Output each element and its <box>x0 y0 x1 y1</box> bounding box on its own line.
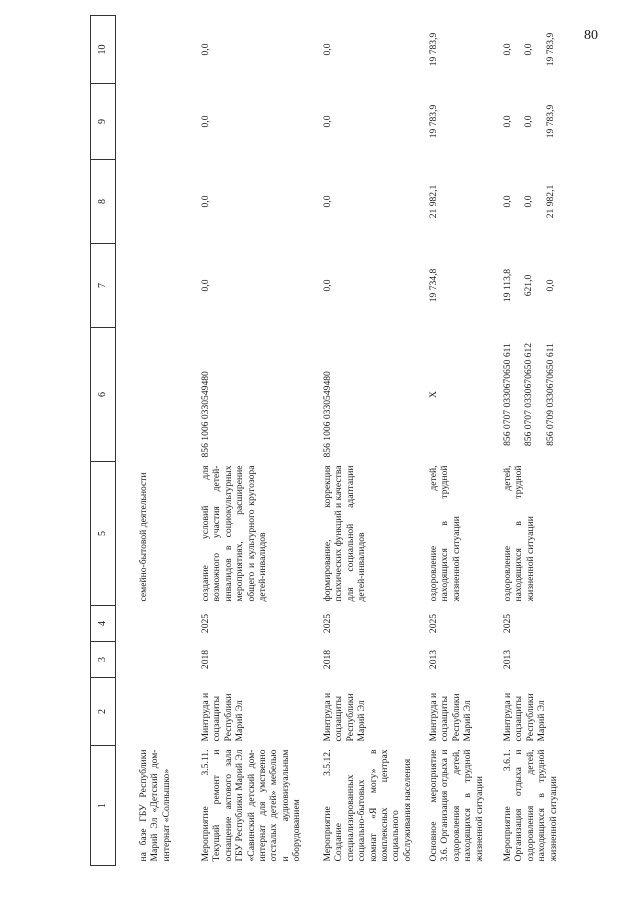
budget-code-line: 856 0707 0330670650 612 <box>523 342 535 447</box>
activity-name: Основное мероприятие 3.6. Организация отдыха и оздоровления детей, находящихся в трудной жизненной ситуации <box>428 749 485 862</box>
amount <box>498 160 608 244</box>
table-row <box>498 16 608 866</box>
amount: 0,0 <box>200 115 211 128</box>
amount <box>498 244 608 328</box>
start-year: 2018 <box>200 649 211 670</box>
amount <box>498 84 608 160</box>
table-row <box>196 16 318 866</box>
expected-result: создание условий для возможного участия детей-инвалидов в социокультурных мероприятиях, расширение общего и культурного кругозора детей-инвалидов <box>200 465 269 602</box>
executor: Минтруда и соцзащиты Республики Марий Эл <box>428 692 474 742</box>
amount: 0,0 <box>322 195 333 208</box>
page-number: 80 <box>584 28 598 43</box>
executor: Минтруда и соцзащиты Республики Марий Эл <box>502 692 548 742</box>
amount-line: 19 113,8 <box>502 268 513 303</box>
column-index: 8 <box>91 160 116 244</box>
amount-line: 0,0 <box>502 195 513 208</box>
end-year <box>134 606 196 642</box>
amount-line: 621,0 <box>523 274 535 297</box>
column-index: 6 <box>91 328 116 462</box>
expected-result: семейно-бытовой деятельности <box>138 472 149 602</box>
program-activities-table <box>90 15 608 866</box>
end-year: 2025 <box>428 613 439 634</box>
budget-code <box>134 328 196 462</box>
budget-code-line: 856 0709 0330670650 611 <box>544 343 556 446</box>
amount: 0,0 <box>322 43 333 56</box>
column-index: 7 <box>91 244 116 328</box>
budget-code: 856 1006 0330549480 <box>322 371 333 458</box>
activity-name: Мероприятие 3.5.11. Текущий ремонт и оснащение актового зала ГБУ Республики Марий Эл «Савинский детский дом-интернат для умственно отсталых детей» мебелью и аудиовизуальным оборудованием <box>200 749 303 862</box>
executor: Минтруда и соцзащиты Республики Марий Эл <box>200 692 246 742</box>
column-index: 9 <box>91 84 116 160</box>
end-year: 2025 <box>322 613 333 634</box>
budget-code-line: 856 0707 0330670650 611 <box>502 343 513 446</box>
amount: 19 734,8 <box>428 268 439 303</box>
budget-code <box>498 328 608 462</box>
program-table-sheet <box>90 16 610 866</box>
executor: Минтруда и соцзащиты Республики Марий Эл <box>322 692 368 742</box>
amount: 0,0 <box>200 279 211 292</box>
amount-line: 0,0 <box>523 43 535 56</box>
start-year <box>134 642 196 678</box>
amount: 21 982,1 <box>428 184 439 219</box>
end-year: 2025 <box>502 613 513 634</box>
expected-result: оздоровление детей, находящихся в трудной жизненной ситуации <box>428 465 462 602</box>
start-year: 2013 <box>502 649 513 670</box>
amount <box>134 16 196 84</box>
start-year: 2018 <box>322 649 333 670</box>
activity-name: Мероприятие 3.5.12. Создание специализированных социально-бытовых комнат «Я могу» в комплексных центрах социального обслуживания населения <box>322 749 413 862</box>
amount <box>498 16 608 84</box>
amount: 0,0 <box>322 279 333 292</box>
amount-line: 19 783,9 <box>544 32 556 67</box>
budget-code: Х <box>428 391 439 398</box>
table-row <box>134 16 196 866</box>
amount: 0,0 <box>200 43 211 56</box>
amount-line: 21 982,1 <box>544 184 556 219</box>
activity-name: Мероприятие 3.6.1. Организация отдыха и оздоровления детей, находящихся в трудной жизненной ситуации <box>502 749 559 862</box>
table-row <box>318 16 424 866</box>
column-index: 5 <box>91 462 116 606</box>
column-index: 10 <box>91 16 116 84</box>
column-index: 4 <box>91 606 116 642</box>
end-year: 2025 <box>200 613 211 634</box>
activity-name: на базе ГБУ Республики Марий Эл «Детский дом-интернат «Солнышко» <box>138 749 172 862</box>
amount-line: 0,0 <box>502 43 513 56</box>
amount-line: 0,0 <box>523 115 535 128</box>
expected-result: оздоровление детей, находящихся в трудной жизненной ситуации <box>502 465 536 602</box>
amount: 19 783,9 <box>428 32 439 67</box>
expected-result: формирование, коррекция психических функций и качества для социальной адаптации детей-инвалидов <box>322 465 368 602</box>
amount-line: 0,0 <box>544 279 556 292</box>
table-row <box>424 16 498 866</box>
amount <box>134 244 196 328</box>
column-index-row <box>91 16 116 866</box>
executor <box>134 678 196 746</box>
start-year: 2013 <box>428 649 439 670</box>
amount-line: 0,0 <box>502 115 513 128</box>
amount <box>134 160 196 244</box>
amount: 0,0 <box>200 195 211 208</box>
amount-line: 0,0 <box>523 195 535 208</box>
column-index: 3 <box>91 642 116 678</box>
column-index: 1 <box>91 746 116 866</box>
budget-code: 856 1006 0330549480 <box>200 371 211 458</box>
amount-line: 19 783,9 <box>544 104 556 139</box>
amount: 0,0 <box>322 115 333 128</box>
amount <box>134 84 196 160</box>
amount: 19 783,9 <box>428 104 439 139</box>
column-index: 2 <box>91 678 116 746</box>
